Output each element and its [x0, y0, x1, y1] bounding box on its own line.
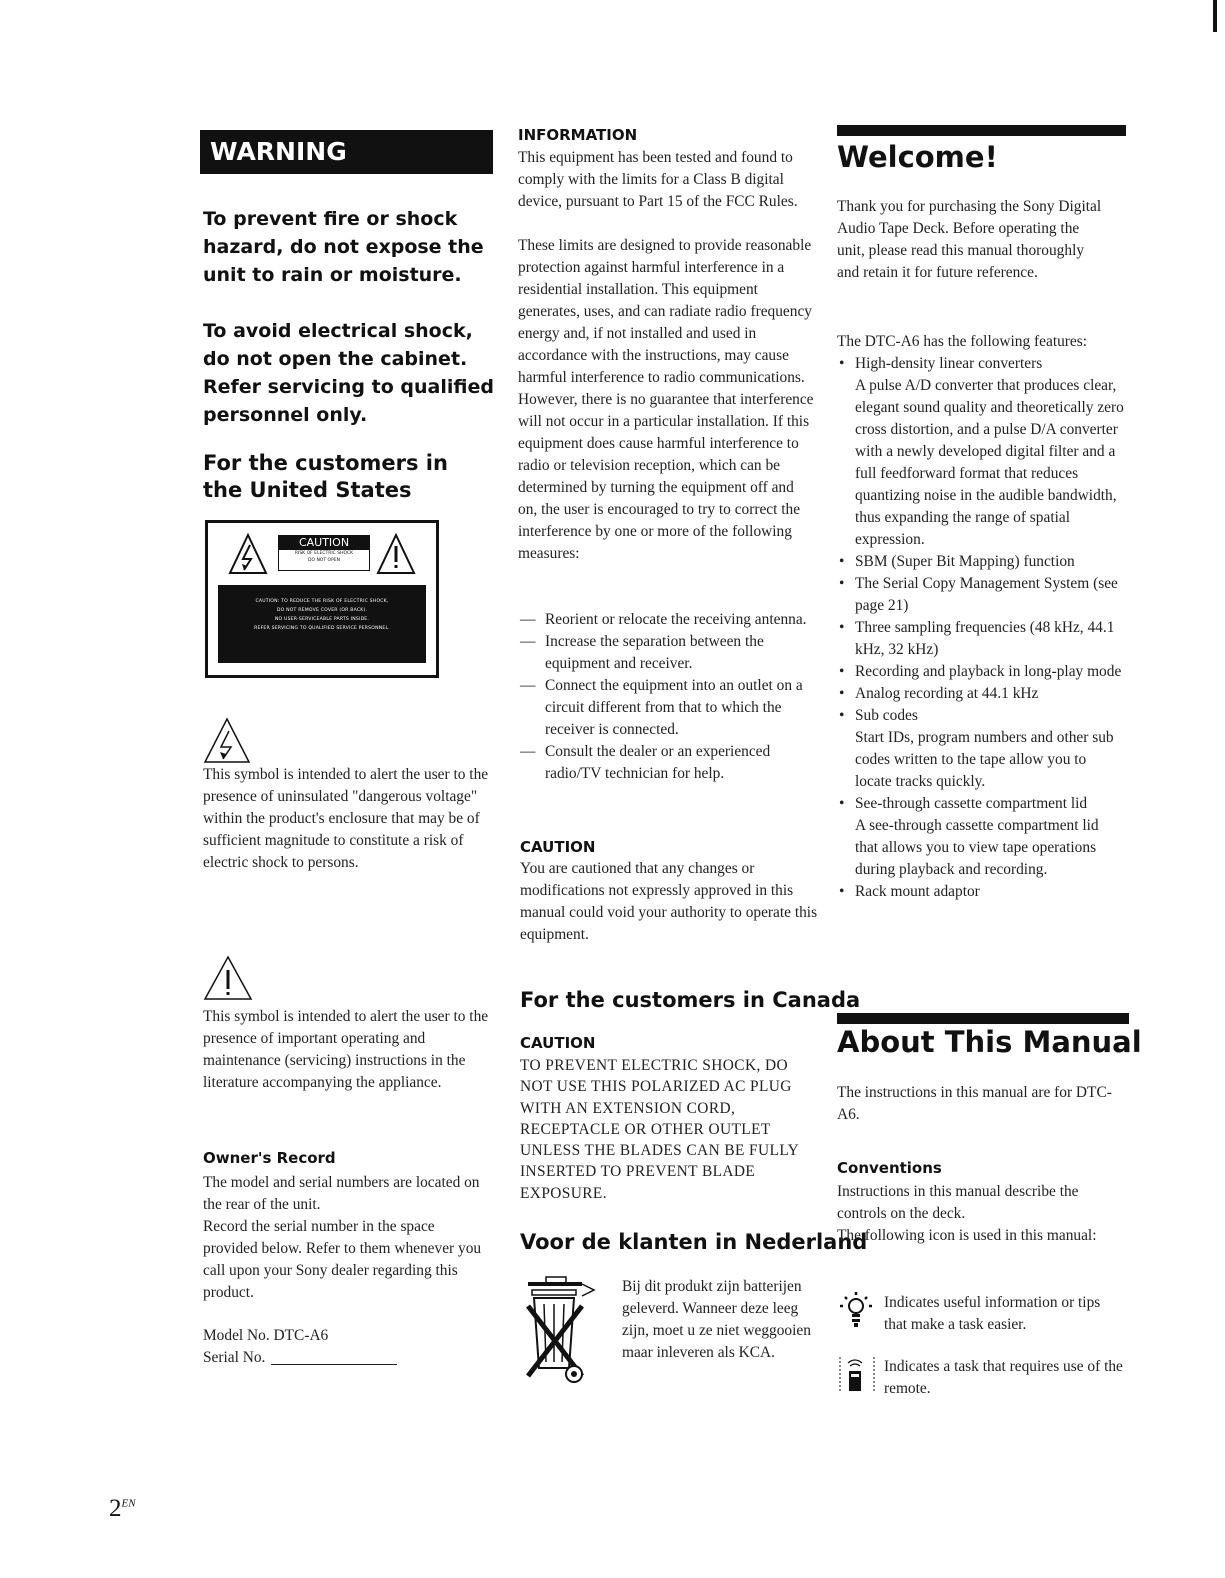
- measure-item: — Consult the dealer or an experienced radio/TV technician for help.: [518, 741, 816, 785]
- features-intro: The DTC-A6 has the following features:: [837, 333, 1088, 350]
- caution-label-center: [278, 535, 370, 571]
- exclamation-warning-icon: [376, 533, 416, 575]
- warning-banner: WARNING: [200, 130, 493, 174]
- owners-record-heading: Owner's Record: [203, 1149, 336, 1167]
- about-heading: About This Manual: [837, 1025, 1142, 1059]
- welcome-heading: Welcome!: [837, 140, 998, 174]
- feature-title: • Analog recording at 44.1 kHz: [855, 685, 1039, 702]
- lightbulb-tip-icon: [839, 1290, 873, 1330]
- information-text-2: These limits are designed to provide reasonable protection against harmful interference in a residential installation. This equipment generates, uses, and can radiate radio frequency energy and, if not installed and used in accordance with the instructions, may cause harmful interference to radio communications. However, there is no guarantee that interference will not occur in a particular installation. If this equipment does cause harmful interference to radio or television reception, which can be determined by turning the equipment off and on, the user is encouraged to try to correct the interference by one or more of the following measures:: [518, 237, 814, 562]
- feature-desc: A see-through cassette compartment lid that allows you to view tape operations during playback and recording.: [855, 817, 1099, 878]
- warning-fire-text: To prevent fire or shock hazard, do not expose the unit to rain or moisture.: [203, 208, 484, 286]
- lightning-symbol-icon: [203, 717, 251, 765]
- measure-item: — Reorient or relocate the receiving antenna.: [518, 609, 816, 631]
- caution-label-instructions: [218, 585, 426, 663]
- serial-number-label: Serial No.: [203, 1349, 266, 1366]
- feature-title: • The Serial Copy Management System (see page 21): [855, 575, 1118, 614]
- caution-label-title: CAUTION: [279, 536, 369, 550]
- canada-caution-heading: CAUTION: [520, 1034, 596, 1052]
- caution-label-line: CAUTION: TO REDUCE THE RISK OF ELECTRIC SHOCK,: [255, 599, 389, 604]
- features-list: [837, 353, 1125, 903]
- information-text-1: This equipment has been tested and found to comply with the limits for a Class B digital device, pursuant to Part 15 of the FCC Rules.: [518, 149, 798, 210]
- feature-title: • Sub codes: [855, 707, 918, 724]
- welcome-text: Thank you for purchasing the Sony Digital Audio Tape Deck. Before operating the unit, please read this manual thoroughly and retain it for future reference.: [837, 198, 1102, 281]
- about-text: The instructions in this manual are for DTC-A6.: [837, 1084, 1112, 1123]
- feature-title: • Rack mount adaptor: [855, 883, 980, 900]
- owners-record-text-1: The model and serial numbers are located on the rear of the unit.: [203, 1174, 480, 1213]
- measure-item: — Connect the equipment into an outlet on a circuit different from that to which the receiver is connected.: [518, 675, 816, 741]
- information-heading: INFORMATION: [518, 126, 638, 144]
- feature-item: [837, 573, 1125, 617]
- caution-label-line: REFER SERVICING TO QUALIFIED SERVICE PERSONNEL.: [254, 626, 390, 631]
- feature-item: [837, 683, 1125, 705]
- feature-item: [837, 881, 1125, 903]
- serial-number-line: [271, 1364, 397, 1365]
- warning-shock-text: To avoid electrical shock, do not open the cabinet. Refer servicing to qualified personnel only.: [203, 320, 494, 426]
- caution-label-graphic: [205, 520, 439, 678]
- feature-item: [837, 793, 1125, 881]
- conventions-text-1: Instructions in this manual describe the controls on the deck.: [837, 1183, 1079, 1222]
- battery-disposal-icon: [522, 1276, 598, 1386]
- caution-heading: CAUTION: [520, 838, 596, 856]
- feature-item: [837, 551, 1125, 573]
- measure-item: — Increase the separation between the equipment and receiver.: [518, 631, 816, 675]
- page-number: $2^{EN}$: [109, 1495, 136, 1522]
- welcome-rule: [837, 125, 1126, 136]
- netherlands-heading: Voor de klanten in Nederland: [520, 1230, 868, 1254]
- conventions-heading: Conventions: [837, 1159, 942, 1177]
- feature-title: • Three sampling frequencies (48 kHz, 44.1 kHz, 32 kHz): [855, 619, 1115, 658]
- feature-title: • Recording and playback in long-play mode: [855, 663, 1122, 680]
- icon-remote-text: Indicates a task that requires use of the remote.: [884, 1358, 1123, 1397]
- feature-item: [837, 705, 1125, 793]
- caution-label-subtitle-1: RISK OF ELECTRIC SHOCK: [294, 551, 354, 556]
- caution-label-subtitle-2: DO NOT OPEN: [308, 558, 340, 563]
- feature-item: [837, 617, 1125, 661]
- owners-record-text-2: Record the serial number in the space provided below. Refer to them whenever you call upon your Sony dealer regarding this product.: [203, 1218, 482, 1301]
- page-edge-mark: [1213, 0, 1217, 32]
- feature-title: • See-through cassette compartment lid: [855, 795, 1088, 812]
- canada-heading: For the customers in Canada: [520, 988, 861, 1012]
- feature-title: • High-density linear converters: [855, 355, 1043, 372]
- canada-caution-text: TO PREVENT ELECTRIC SHOCK, DO NOT USE THIS POLARIZED AC PLUG WITH AN EXTENSION CORD, RECEPTACLE OR OTHER OUTLET UNLESS THE BLADES CAN BE FULLY INSERTED TO PREVENT BLADE EXPOSURE.: [520, 1057, 799, 1202]
- netherlands-text: Bij dit produkt zijn batterijen geleverd. Wanneer deze leeg zijn, moet u ze niet weggooien maar inleveren als KCA.: [622, 1278, 811, 1361]
- remote-control-icon: [838, 1355, 878, 1395]
- feature-desc: A pulse A/D converter that produces clear, elegant sound quality and theoretically zero cross distortion, and a pulse D/A converter with a newly developed digital filter and a full feedforward format that reduces quantizing noise in the audible bandwidth, thus expanding the range of spatial expression.: [855, 377, 1124, 548]
- caution-label-line: DO NOT REMOVE COVER (OR BACK).: [276, 608, 368, 613]
- caution-label-line: NO USER-SERVICEABLE PARTS INSIDE.: [274, 617, 370, 622]
- exclamation-symbol-icon: [203, 955, 253, 1001]
- about-rule: [837, 1013, 1129, 1024]
- exclamation-symbol-text: This symbol is intended to alert the user to the presence of important operating and maintenance (servicing) instructions in the literature accompanying the appliance.: [203, 1008, 489, 1091]
- lightning-warning-icon: [228, 533, 268, 575]
- model-number: Model No. DTC-A6: [203, 1327, 329, 1344]
- lightning-symbol-text: This symbol is intended to alert the user to the presence of uninsulated "dangerous voltage" within the product's enclosure that may be of sufficient magnitude to constitute a risk of electric shock to persons.: [203, 766, 489, 871]
- conventions-text-2: The following icon is used in this manual:: [837, 1227, 1097, 1244]
- us-customers-heading: For the customers in the United States: [203, 451, 448, 502]
- feature-item: [837, 661, 1125, 683]
- icon-tip-text: Indicates useful information or tips that make a task easier.: [884, 1294, 1101, 1333]
- feature-desc: Start IDs, program numbers and other sub codes written to the tape allow you to locate tracks quickly.: [855, 729, 1114, 790]
- feature-item: [837, 353, 1125, 551]
- feature-title: • SBM (Super Bit Mapping) function: [855, 553, 1075, 570]
- measures-list: [518, 609, 816, 785]
- caution-text: You are cautioned that any changes or modifications not expressly approved in this manual could void your authority to operate this equipment.: [520, 860, 818, 943]
